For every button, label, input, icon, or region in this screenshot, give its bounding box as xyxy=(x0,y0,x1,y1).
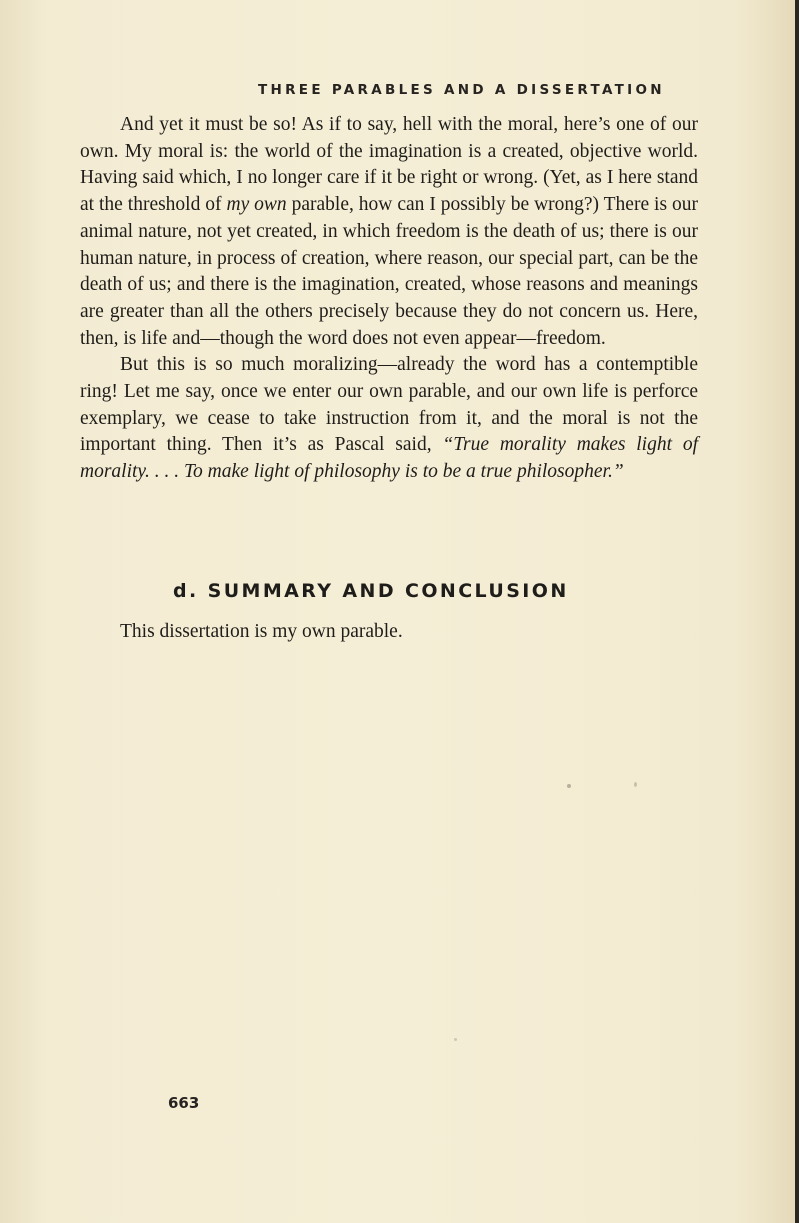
section-heading: d. SUMMARY AND CONCLUSION xyxy=(173,580,569,602)
paragraph-1 xyxy=(80,112,698,352)
page-number: 663 xyxy=(168,1094,200,1112)
conclusion-text: This dissertation is my own parable. xyxy=(120,621,403,642)
paragraph-1-italic: my own xyxy=(226,194,287,216)
paragraph-2-text: But this is so much moralizing—already the word has a contemptible ring! Let me say, once we enter our own parable, and our own life is perforce exemplary, we cease to take instruction from it, and the moral is not the important thing. Then it’s as Pascal said, xyxy=(80,354,698,456)
page-edge-shadow xyxy=(795,0,799,1223)
pascal-quote: “True morality makes light of morality. . . . To make light of philosophy is to be a true philosopher.” xyxy=(80,434,698,483)
paragraph-1-text-a: And yet it must be so! As if to say, hell with the moral, here’s one of our own. My moral is: the world of the imagination is a created, objective world. Having said which, I no longer care if it be right or wrong. (Yet, as I here stand at the threshold of xyxy=(80,114,698,216)
paper-speck xyxy=(634,782,637,787)
body-text xyxy=(80,112,698,486)
paper-speck xyxy=(567,784,571,788)
paragraph-1-text-b: parable, how can I possibly be wrong?) There is our animal nature, not yet created, in which freedom is the death of us; there is our human nature, in process of creation, where reason, our special part, can be the death of us; and there is the imagination, created, whose reasons and meanings are greater than all the others precisely because they do not concern us. Here, then, is life and—though the word does not even appear—freedom. xyxy=(80,194,698,349)
running-head: THREE PARABLES AND A DISSERTATION xyxy=(258,82,665,98)
paragraph-2 xyxy=(80,352,698,486)
paper-speck xyxy=(454,1038,457,1041)
